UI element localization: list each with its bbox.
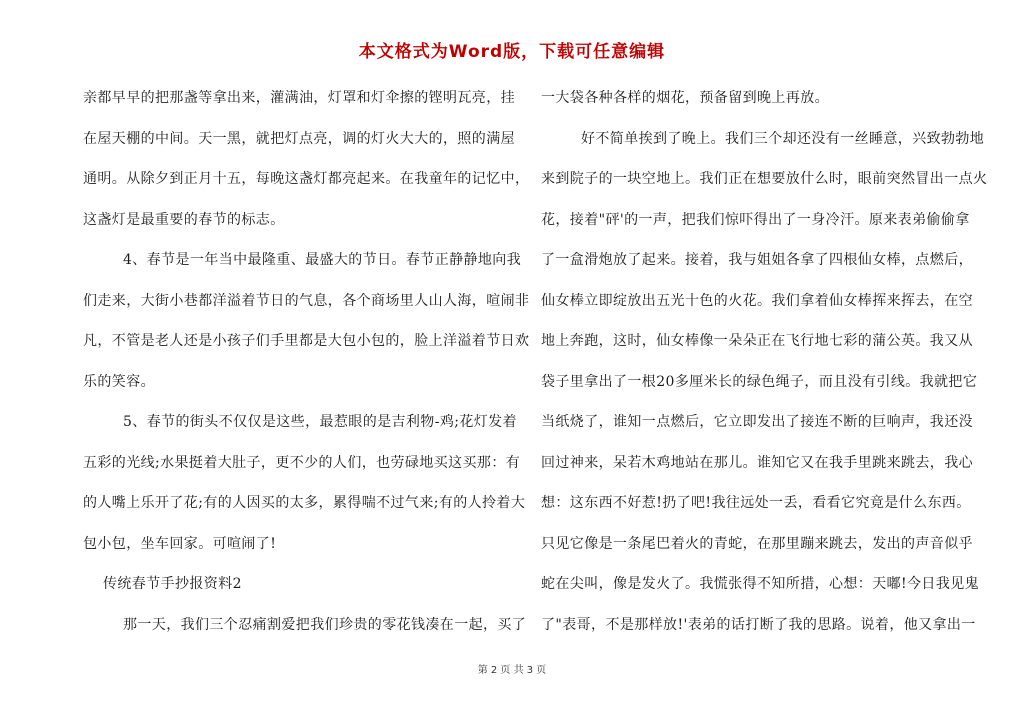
text-line: 包小包，坐车回家。可喧闹了!: [83, 535, 277, 552]
text-line: 来到院子的一块空地上。我们正在想要放什么时，眼前突然冒出一点火: [541, 171, 988, 187]
text-line: 花，接着"砰'的一声，把我们惊吓得出了一身冷汗。原来表弟偷偷拿: [541, 211, 970, 228]
text-line: 袋子里拿出了一根20多厘米长的绿色绳子，而且没有引线。我就把它: [541, 373, 978, 390]
text-line: 4、春节是一年当中最隆重、最盛大的节日。春节正静静地向我: [123, 252, 522, 268]
text-line: 回过神来，呆若木鸡地站在那儿。谁知它又在我手里跳来跳去，我心: [541, 454, 973, 471]
text-line: 好不简单挨到了晚上。我们三个却还没有一丝睡意，兴致勃勃地: [581, 130, 985, 147]
text-line: 亲都早早的把那盏等拿出来，灌满油，灯罩和灯伞擦的铿明瓦亮，挂: [83, 90, 515, 106]
left-column: [83, 78, 530, 645]
text-line: 地上奔跑，这时，仙女棒像一朵朵正在飞行地七彩的蒲公英。我又从: [541, 333, 973, 349]
section-heading: 传统春节手抄报资料2: [103, 576, 242, 592]
text-line: 这盏灯是最重要的春节的标志。: [83, 211, 285, 228]
text-line: 了"表哥，不是那样放!'表弟的话打断了我的思路。说着，他又拿出一: [541, 616, 976, 633]
text-line: 那一天，我们三个忍痛割爱把我们珍贵的零花钱凑在一起，买了: [123, 616, 527, 633]
watermark-banner: 本文格式为Word版，下载可任意编辑: [358, 42, 666, 62]
text-line: 只见它像是一条尾巴着火的青蛇，在那里蹦来跳去，发出的声音似乎: [541, 535, 973, 552]
text-line: 想：这东西不好惹!扔了吧!我往远处一丢，看看它究竟是什么东西。: [541, 495, 971, 511]
text-line: 仙女棒立即绽放出五光十色的火花。我们拿着仙女棒挥来挥去，在空: [541, 292, 973, 309]
right-column: [541, 78, 988, 645]
text-line: 通明。从除夕到正月十五，每晚这盏灯都亮起来。在我童年的记忆中，: [83, 171, 530, 187]
text-line: 五彩的光线;水果挺着大肚子，更不少的人们，也劳碌地买这买那：有: [83, 454, 521, 471]
text-line: 当纸烧了，谁知一点燃后，它立即发出了接连不断的巨响声，我还没: [541, 414, 973, 430]
text-line: 蛇在尖叫，像是发火了。我慌张得不知所措，心想：天嘟!今日我见鬼: [541, 576, 980, 592]
page-number: 第 2 页 共 3 页: [477, 665, 547, 676]
text-line: 5、春节的街头不仅仅是这些，最惹眼的是吉利物-鸡;花灯发着: [123, 414, 517, 430]
text-line: 们走来，大街小巷都洋溢着节日的气息，各个商场里人山人海，喧闹非: [83, 292, 530, 309]
text-line: 了一盒滑炮放了起来。接着，我与姐姐各拿了四根仙女棒，点燃后，: [541, 252, 973, 268]
text-line: 乐的笑容。: [83, 373, 155, 390]
text-line: 的人嘴上乐开了花;有的人因买的太多，累得喘不过气来;有的人拎着大: [83, 495, 526, 511]
text-line: 一大袋各种各样的烟花，预备留到晚上再放。: [541, 90, 829, 106]
text-line: 凡，不管是老人还是小孩子们手里都是大包小包的，脸上洋溢着节日欢: [83, 333, 530, 349]
text-line: 在屋天棚的中间。天一黑，就把灯点亮，调的灯火大大的，照的满屋: [83, 130, 515, 147]
